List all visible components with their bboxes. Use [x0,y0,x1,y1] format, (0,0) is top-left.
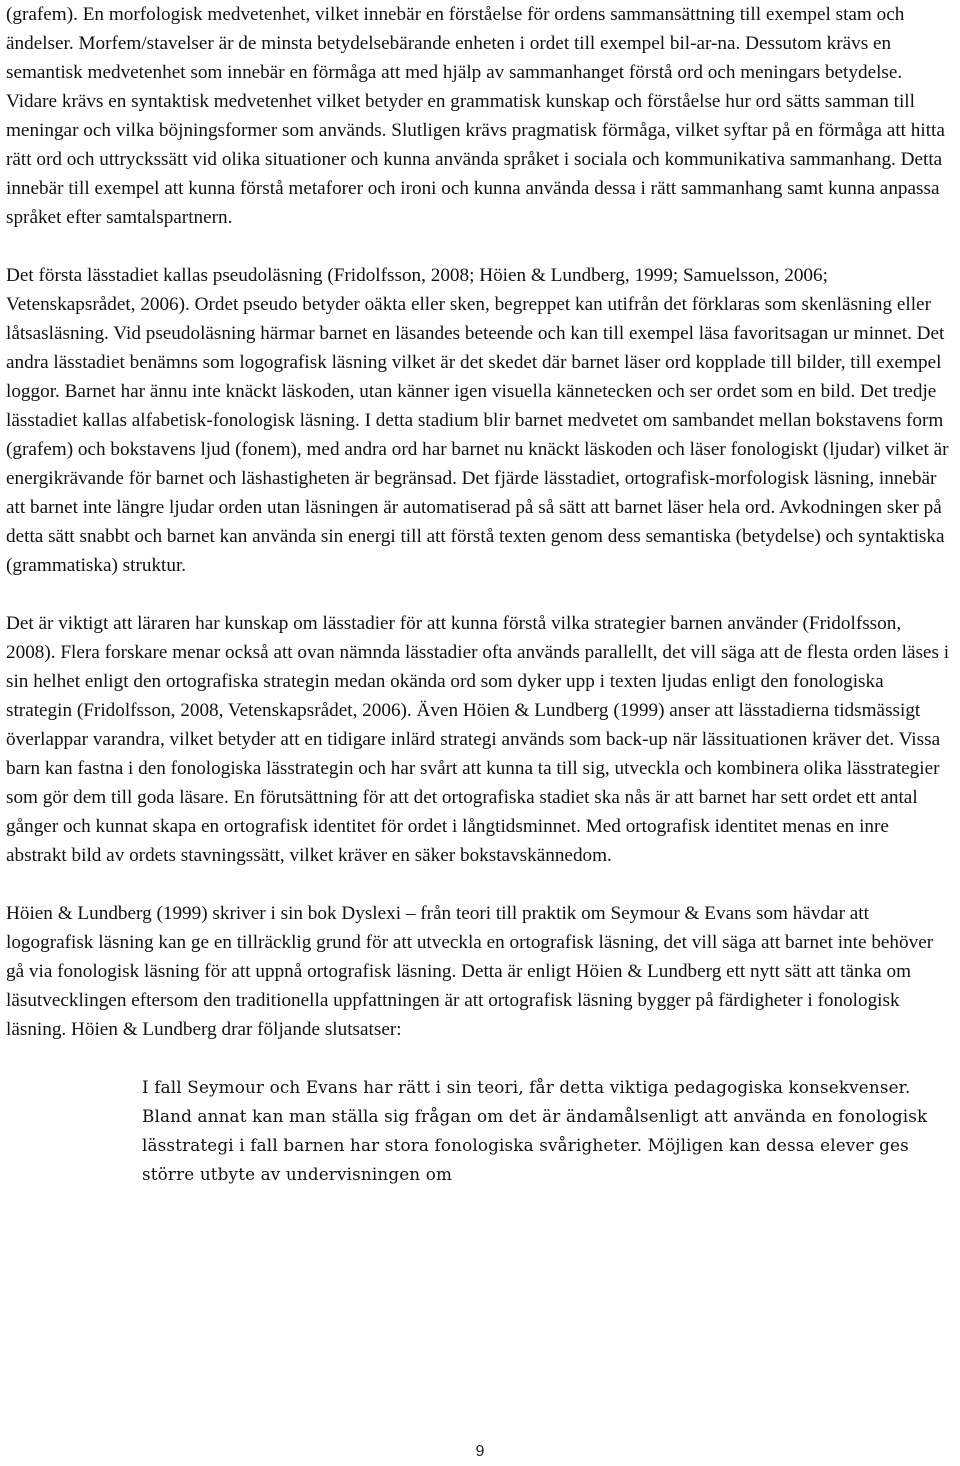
page-number: 9 [475,1443,485,1460]
paragraph-teacher-knowledge: Det är viktigt att läraren har kunskap om lässtadier för att kunna förstå vilka strategier barnen använder (Fridolfsson, 2008). Flera forskare menar också att ovan nämnda lässtadier ofta används parallellt, det vill säga att de flesta orden läses i sin helhet enligt den ortografiska strategin medan okända ord som dyker upp i texten ljudas enligt den fonologiska strategin (Fridolfsson, 2008, Vetenskapsrådet, 2006). Även Höien & Lundberg (1999) anser att lässtadierna tidsmässigt överlappar varandra, vilket betyder att en tidigare inlärd strategi används som back-up när lässituationen kräver det. Vissa barn kan fastna i den fonologiska lässtrategin och har svårt att kunna ta till sig, utveckla och kombinera olika lässtrategier som gör dem till goda läsare. En förutsättning för att det ortografiska stadiet ska nås är att barnet har sett ordet ett antal gånger och kunnat skapa en ortografisk identitet för ordet i långtidsminnet. Med ortografisk identitet menas en inre abstrakt bild av ordets stavningssätt, vilket kräver en säker bokstavskännedom. [6,613,950,866]
paragraph-language-awareness: (grafem). En morfologisk medvetenhet, vilket innebär en förståelse för ordens sammansättning till exempel stam och ändelser. Morfem/stavelser är de minsta betydelsebärande enheten i ordet till exempel bil-ar-na. Dessutom krävs en semantisk medvetenhet som innebär en förmåga att med hjälp av sammanhanget förstå ord och meningars betydelse. Vidare krävs en syntaktisk medvetenhet vilket betyder en grammatisk kunskap och förståelse hur ord sätts samman till meningar och vilka böjningsformer som används. Slutligen krävs pragmatisk förmåga, vilket syftar på en förmåga att hitta rätt ord och uttryckssätt vid olika situationer och kunna använda språket i sociala och kommunikativa sammanhang. Detta innebär till exempel att kunna förstå metaforer och ironi och kunna använda dessa i rätt sammanhang samt kunna anpassa språket efter samtalspartnern. [6,4,945,228]
block-quote: I fall Seymour och Evans har rätt i sin teori, får detta viktiga pedagogiska konsekvenser. Bland annat kan man ställa sig frågan om det är ändamålsenligt att använda en fonologisk lässtrategi i fall barnen har stora fonologiska svårigheter. Möjligen kan dessa elever ges större utbyte av undervisningen om [142,1077,928,1184]
paragraph-seymour-evans: Höien & Lundberg (1999) skriver i sin bok Dyslexi – från teori till praktik om Seymour & Evans som hävdar att logografisk läsning kan ge en tillräcklig grund för att utveckla en ortografisk läsning, det vill säga att barnet inte behöver gå via fonologisk läsning för att uppnå ortografisk läsning. Detta är enligt Höien & Lundberg ett nytt sätt att tänka om läsutvecklingen eftersom den traditionella uppfattningen är att ortografisk läsning bygger på färdigheter i fonologisk läsning. Höien & Lundberg drar följande slutsatser: [6,903,934,1040]
paragraph-reading-stages: Det första lässtadiet kallas pseudoläsning (Fridolfsson, 2008; Höien & Lundberg, 1999; Samuelsson, 2006; Vetenskapsrådet, 2006). Ordet pseudo betyder oäkta eller sken, begreppet kan utifrån det förklaras som skenläsning eller låtsasläsning. Vid pseudoläsning härmar barnet en läsandes beteende och kan till exempel läsa favoritsagan ur minnet. Det andra lässtadiet benämns som logografisk läsning vilket är det skedet där barnet läser ord kopplade till bilder, till exempel loggor. Barnet har ännu inte knäckt läskoden, utan känner igen visuella kännetecken och ser ordet som en bild. Det tredje lässtadiet kallas alfabetisk-fonologisk läsning. I detta stadium blir barnet medvetet om sambandet mellan bokstavens form (grafem) och bokstavens ljud (fonem), med andra ord har barnet nu knäckt läskoden och läser fonologiskt (ljudar) vilket är energikrävande för barnet och läshastigheten är begränsad. Det fjärde lässtadiet, ortografisk-morfologisk läsning, innebär att barnet inte längre ljudar orden utan läsningen är automatiserad på så sätt att barnet läser hela ord. Avkodningen sker på detta sätt snabbt och barnet kan använda sin energi till att förstå texten genom dess semantiska (betydelse) och syntaktiska (grammatiska) struktur. [6,265,949,576]
document-body [6,0,954,1189]
